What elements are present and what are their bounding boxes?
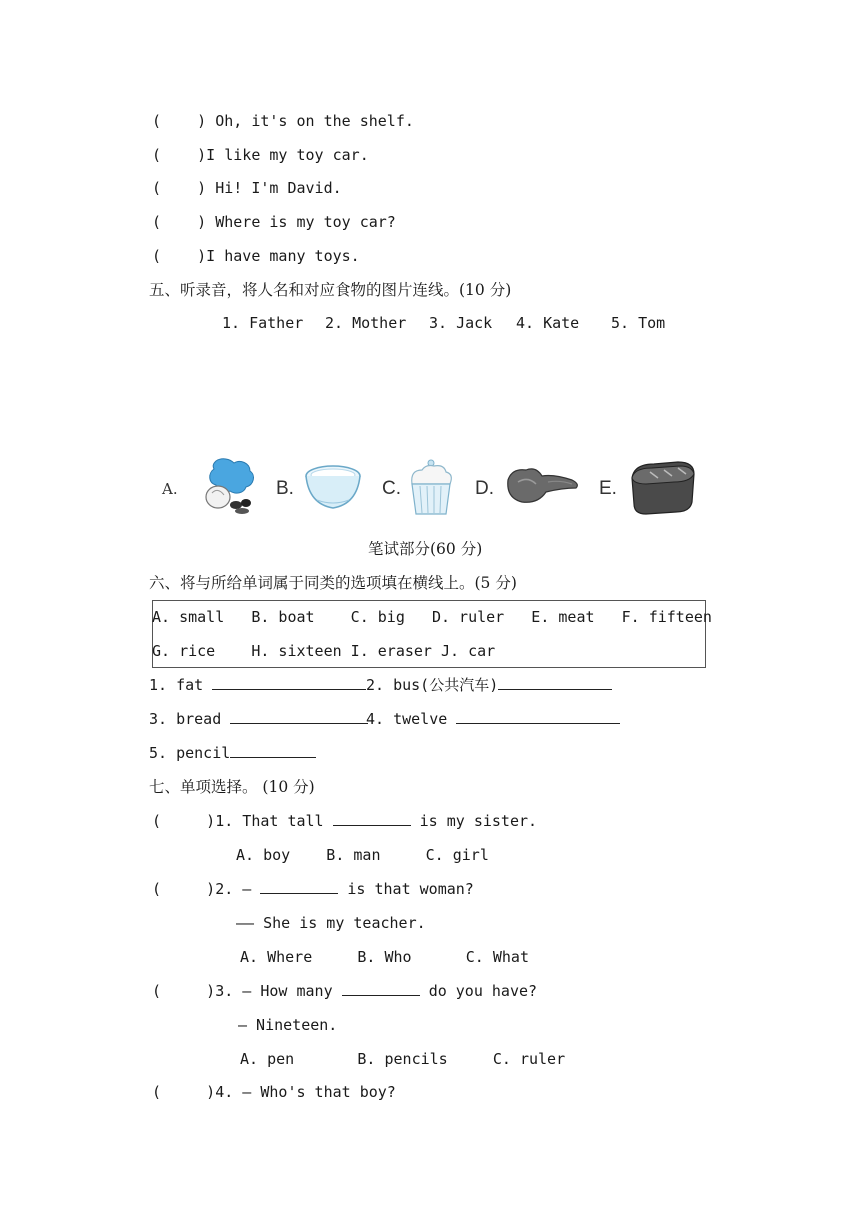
question-3-blank[interactable] bbox=[342, 981, 420, 996]
sentence-line-1: ( ) Oh, it's on the shelf. bbox=[152, 112, 414, 130]
item-bread-label: 3. bread bbox=[149, 710, 222, 728]
word-options-row-1: A. small B. boat C. big D. ruler E. meat F. fifteen bbox=[152, 608, 712, 626]
question-3-suffix: do you have? bbox=[428, 982, 538, 1000]
question-1-options: A. boy B. man C. girl bbox=[236, 846, 489, 864]
answer-blank-2[interactable] bbox=[498, 675, 612, 690]
sentence-line-2: ( )I like my toy car. bbox=[152, 146, 369, 164]
word-options-row-2: G. rice H. sixteen I. eraser J. car bbox=[152, 642, 496, 660]
sentence-line-4: ( ) Where is my toy car? bbox=[152, 213, 396, 231]
cupcake-icon bbox=[406, 458, 456, 516]
section6-heading: 六、将与所给单词属于同类的选项填在横线上。(5 分) bbox=[149, 574, 517, 592]
name-jack: 3. Jack bbox=[429, 314, 493, 332]
sentence-line-5: ( )I have many toys. bbox=[152, 247, 360, 265]
question-3 bbox=[152, 981, 537, 1001]
bread-loaf-icon bbox=[628, 458, 698, 516]
question-3-prefix: ( )3. — How many bbox=[152, 982, 333, 1000]
item-twelve bbox=[366, 709, 620, 729]
answer-blank-4[interactable] bbox=[456, 709, 620, 724]
question-3-answer: — Nineteen. bbox=[238, 1016, 338, 1034]
question-2-answer: —— She is my teacher. bbox=[236, 914, 426, 932]
name-mother: 2. Mother bbox=[325, 314, 407, 332]
question-1 bbox=[152, 811, 537, 831]
question-1-suffix: is my sister. bbox=[419, 812, 538, 830]
food-label-d: D. bbox=[475, 478, 494, 499]
name-kate: 4. Kate bbox=[516, 314, 580, 332]
name-father: 1. Father bbox=[222, 314, 304, 332]
item-bread bbox=[149, 709, 368, 729]
answer-blank-5[interactable] bbox=[230, 743, 316, 758]
meat-icon bbox=[502, 462, 582, 508]
question-1-prefix: ( )1. That tall bbox=[152, 812, 324, 830]
question-1-blank[interactable] bbox=[333, 811, 411, 826]
answer-blank-3[interactable] bbox=[230, 709, 368, 724]
question-2-prefix: ( )2. — bbox=[152, 880, 252, 898]
answer-blank-1[interactable] bbox=[212, 675, 366, 690]
food-label-a: A. bbox=[162, 480, 178, 498]
question-2 bbox=[152, 879, 474, 899]
item-fat-label: 1. fat bbox=[149, 676, 204, 694]
food-label-c: C. bbox=[382, 478, 401, 499]
item-fat bbox=[149, 675, 366, 695]
written-part-title: 笔试部分(60 分) bbox=[368, 540, 483, 558]
question-2-blank[interactable] bbox=[260, 879, 338, 894]
item-pencil bbox=[149, 743, 316, 763]
flower-vegetables-icon bbox=[198, 455, 260, 517]
question-4: ( )4. — Who's that boy? bbox=[152, 1083, 396, 1101]
item-bus-label: 2. bus(公共汽车) bbox=[366, 676, 499, 694]
section5-heading: 五、听录音，将人名和对应食物的图片连线。(10 分) bbox=[149, 281, 512, 299]
question-3-options: A. pen B. pencils C. ruler bbox=[240, 1050, 566, 1068]
question-2-suffix: is that woman? bbox=[347, 880, 474, 898]
section7-heading: 七、单项选择。 (10 分) bbox=[149, 778, 315, 796]
item-twelve-label: 4. twelve bbox=[366, 710, 448, 728]
food-label-b: B. bbox=[276, 478, 294, 499]
item-pencil-label: 5. pencil bbox=[149, 744, 231, 762]
question-2-options: A. Where B. Who C. What bbox=[240, 948, 529, 966]
item-bus bbox=[366, 675, 612, 695]
sentence-line-3: ( ) Hi! I'm David. bbox=[152, 179, 342, 197]
rice-bowl-icon bbox=[303, 460, 363, 512]
name-tom: 5. Tom bbox=[611, 314, 666, 332]
food-label-e: E. bbox=[599, 478, 617, 499]
